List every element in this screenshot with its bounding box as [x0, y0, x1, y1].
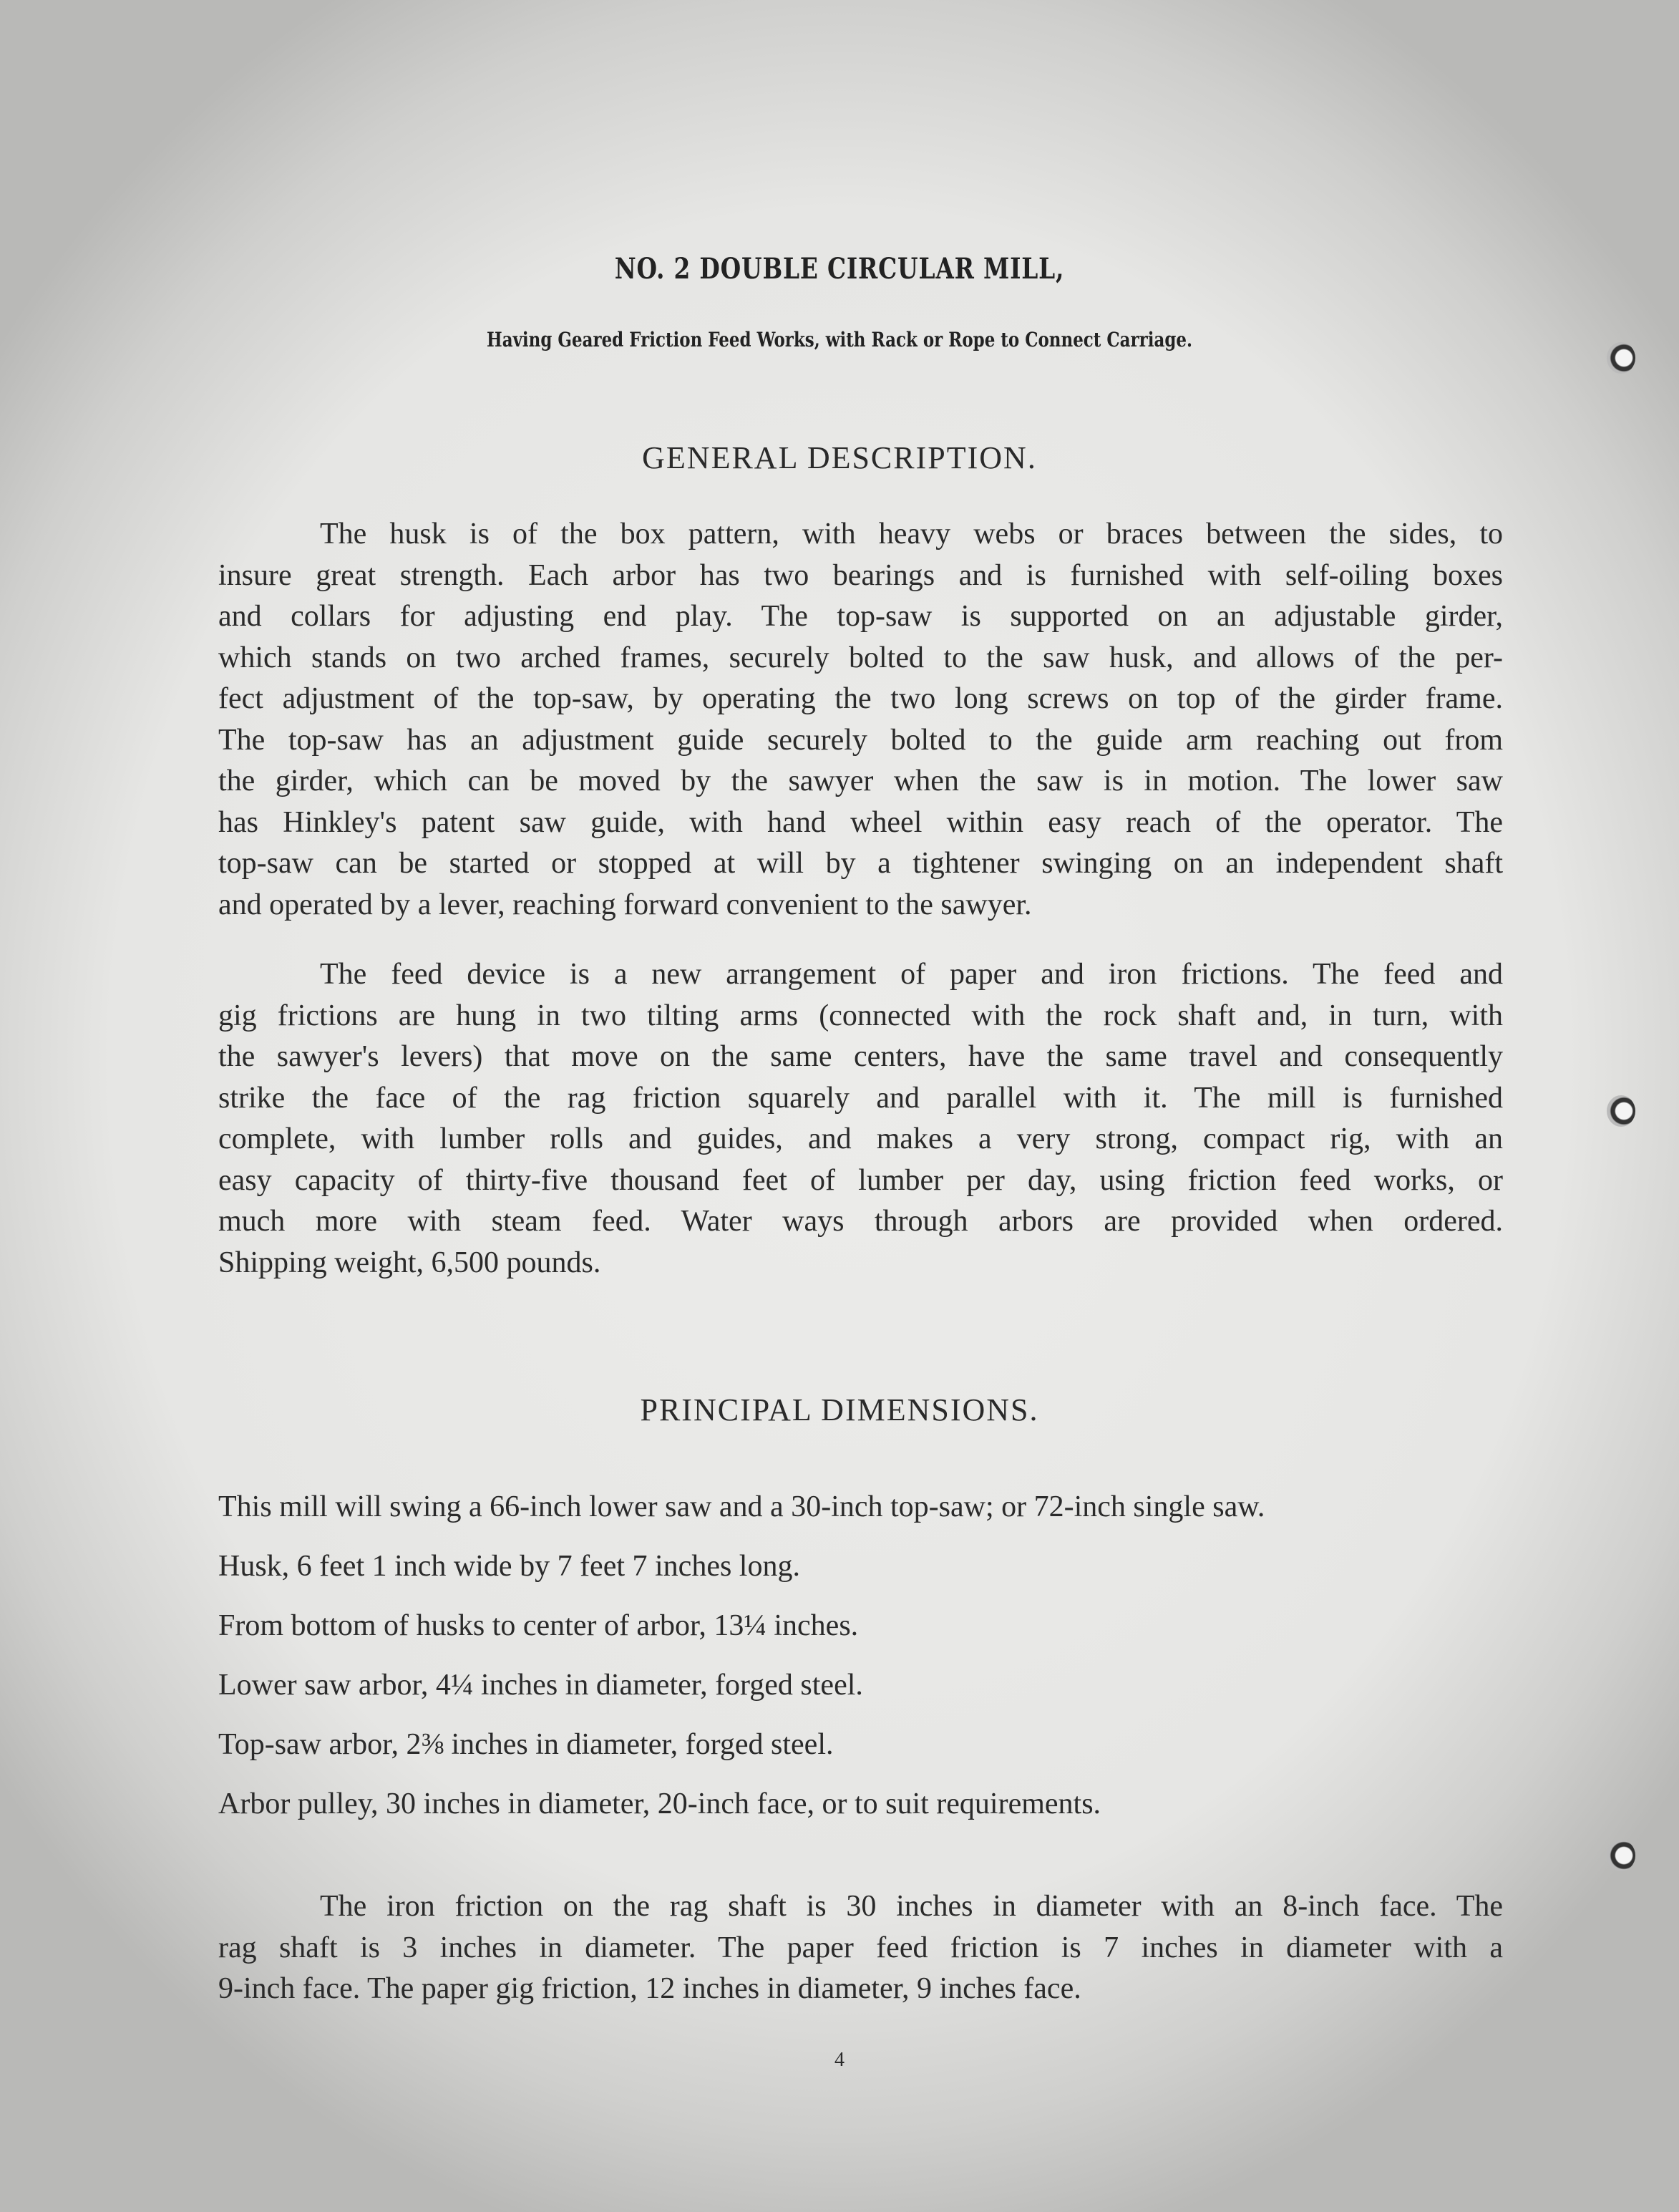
text-line: easy capacity of thirty-five thousand feet of lumber per day, using friction feed works, or	[218, 1163, 1503, 1197]
binding-hole-icon	[1607, 1840, 1635, 1871]
page-number: 4	[834, 2049, 845, 2071]
dimension-item: Lower saw arbor, 4¼ inches in diameter, forged steel.	[218, 1669, 863, 1702]
text-line: The top-saw has an adjustment guide securely bolted to the guide arm reaching out from	[218, 723, 1503, 757]
text-line: which stands on two arched frames, securely bolted to the saw husk, and allows of the per-	[218, 641, 1503, 674]
text-line: has Hinkley's patent saw guide, with hand wheel within easy reach of the operator. The	[218, 805, 1503, 839]
dimensions-list	[218, 1478, 1507, 1834]
text-line: The iron friction on the rag shaft is 30 inches in diameter with an 8-inch face. The	[320, 1890, 1503, 1923]
text-line: top-saw can be started or stopped at will by a tightener swinging on an independent shaft	[218, 847, 1503, 880]
binding-hole-icon	[1607, 1095, 1635, 1127]
text-line: and collars for adjusting end play. The top-saw is supported on an adjustable girder,	[218, 600, 1503, 633]
principal-dimensions-heading: PRINCIPAL DIMENSIONS.	[640, 1392, 1039, 1427]
text-line: fect adjustment of the top-saw, by operating the two long screws on top of the girder frame.	[218, 682, 1503, 715]
paragraph-feed-device	[218, 954, 1503, 1284]
text-line: The feed device is a new arrangement of paper and iron frictions. The feed and	[320, 958, 1503, 991]
text-line: Shipping weight, 6,500 pounds.	[218, 1246, 601, 1279]
text-line: complete, with lumber rolls and guides, and makes a very strong, compact rig, with an	[218, 1122, 1503, 1155]
dimension-item: This mill will swing a 66-inch lower saw and a 30-inch top-saw; or 72-inch single saw.	[218, 1490, 1265, 1523]
dimension-item: Husk, 6 feet 1 inch wide by 7 feet 7 inches long.	[218, 1550, 800, 1583]
paragraph-frictions	[218, 1886, 1503, 2010]
page-title: NO. 2 DOUBLE CIRCULAR MILL,	[614, 252, 1065, 286]
text-line: much more with steam feed. Water ways through arbors are provided when ordered.	[218, 1205, 1503, 1238]
text-line: 9-inch face. The paper gig friction, 12 inches in diameter, 9 inches face.	[218, 1972, 1081, 2005]
text-line: The husk is of the box pattern, with heavy webs or braces between the sides, to	[320, 518, 1503, 550]
binding-hole-icon	[1607, 342, 1635, 374]
dimension-item: From bottom of husks to center of arbor, 13¼ inches.	[218, 1609, 859, 1642]
dimension-item: Arbor pulley, 30 inches in diameter, 20-inch face, or to suit requirements.	[218, 1787, 1101, 1820]
text-line: gig frictions are hung in two tilting arms (connected with the rock shaft and, in turn, with	[218, 999, 1503, 1032]
text-line: and operated by a lever, reaching forward convenient to the sawyer.	[218, 888, 1032, 921]
text-line: rag shaft is 3 inches in diameter. The paper feed friction is 7 inches in diameter with a	[218, 1931, 1503, 1964]
page-subtitle: Having Geared Friction Feed Works, with Rack or Rope to Connect Carriage.	[487, 328, 1192, 351]
text-line: the sawyer's levers) that move on the same centers, have the same travel and consequently	[218, 1040, 1503, 1073]
text-line: insure great strength. Each arbor has two bearings and is furnished with self-oiling boxes	[218, 558, 1503, 592]
text-line: strike the face of the rag friction squarely and parallel with it. The mill is furnished	[218, 1081, 1503, 1115]
text-line: the girder, which can be moved by the sawyer when the saw is in motion. The lower saw	[218, 765, 1503, 797]
dimension-item: Top-saw arbor, 2⅜ inches in diameter, forged steel.	[218, 1728, 834, 1761]
general-description-heading: GENERAL DESCRIPTION.	[642, 440, 1037, 475]
paragraph-husk	[218, 514, 1503, 926]
